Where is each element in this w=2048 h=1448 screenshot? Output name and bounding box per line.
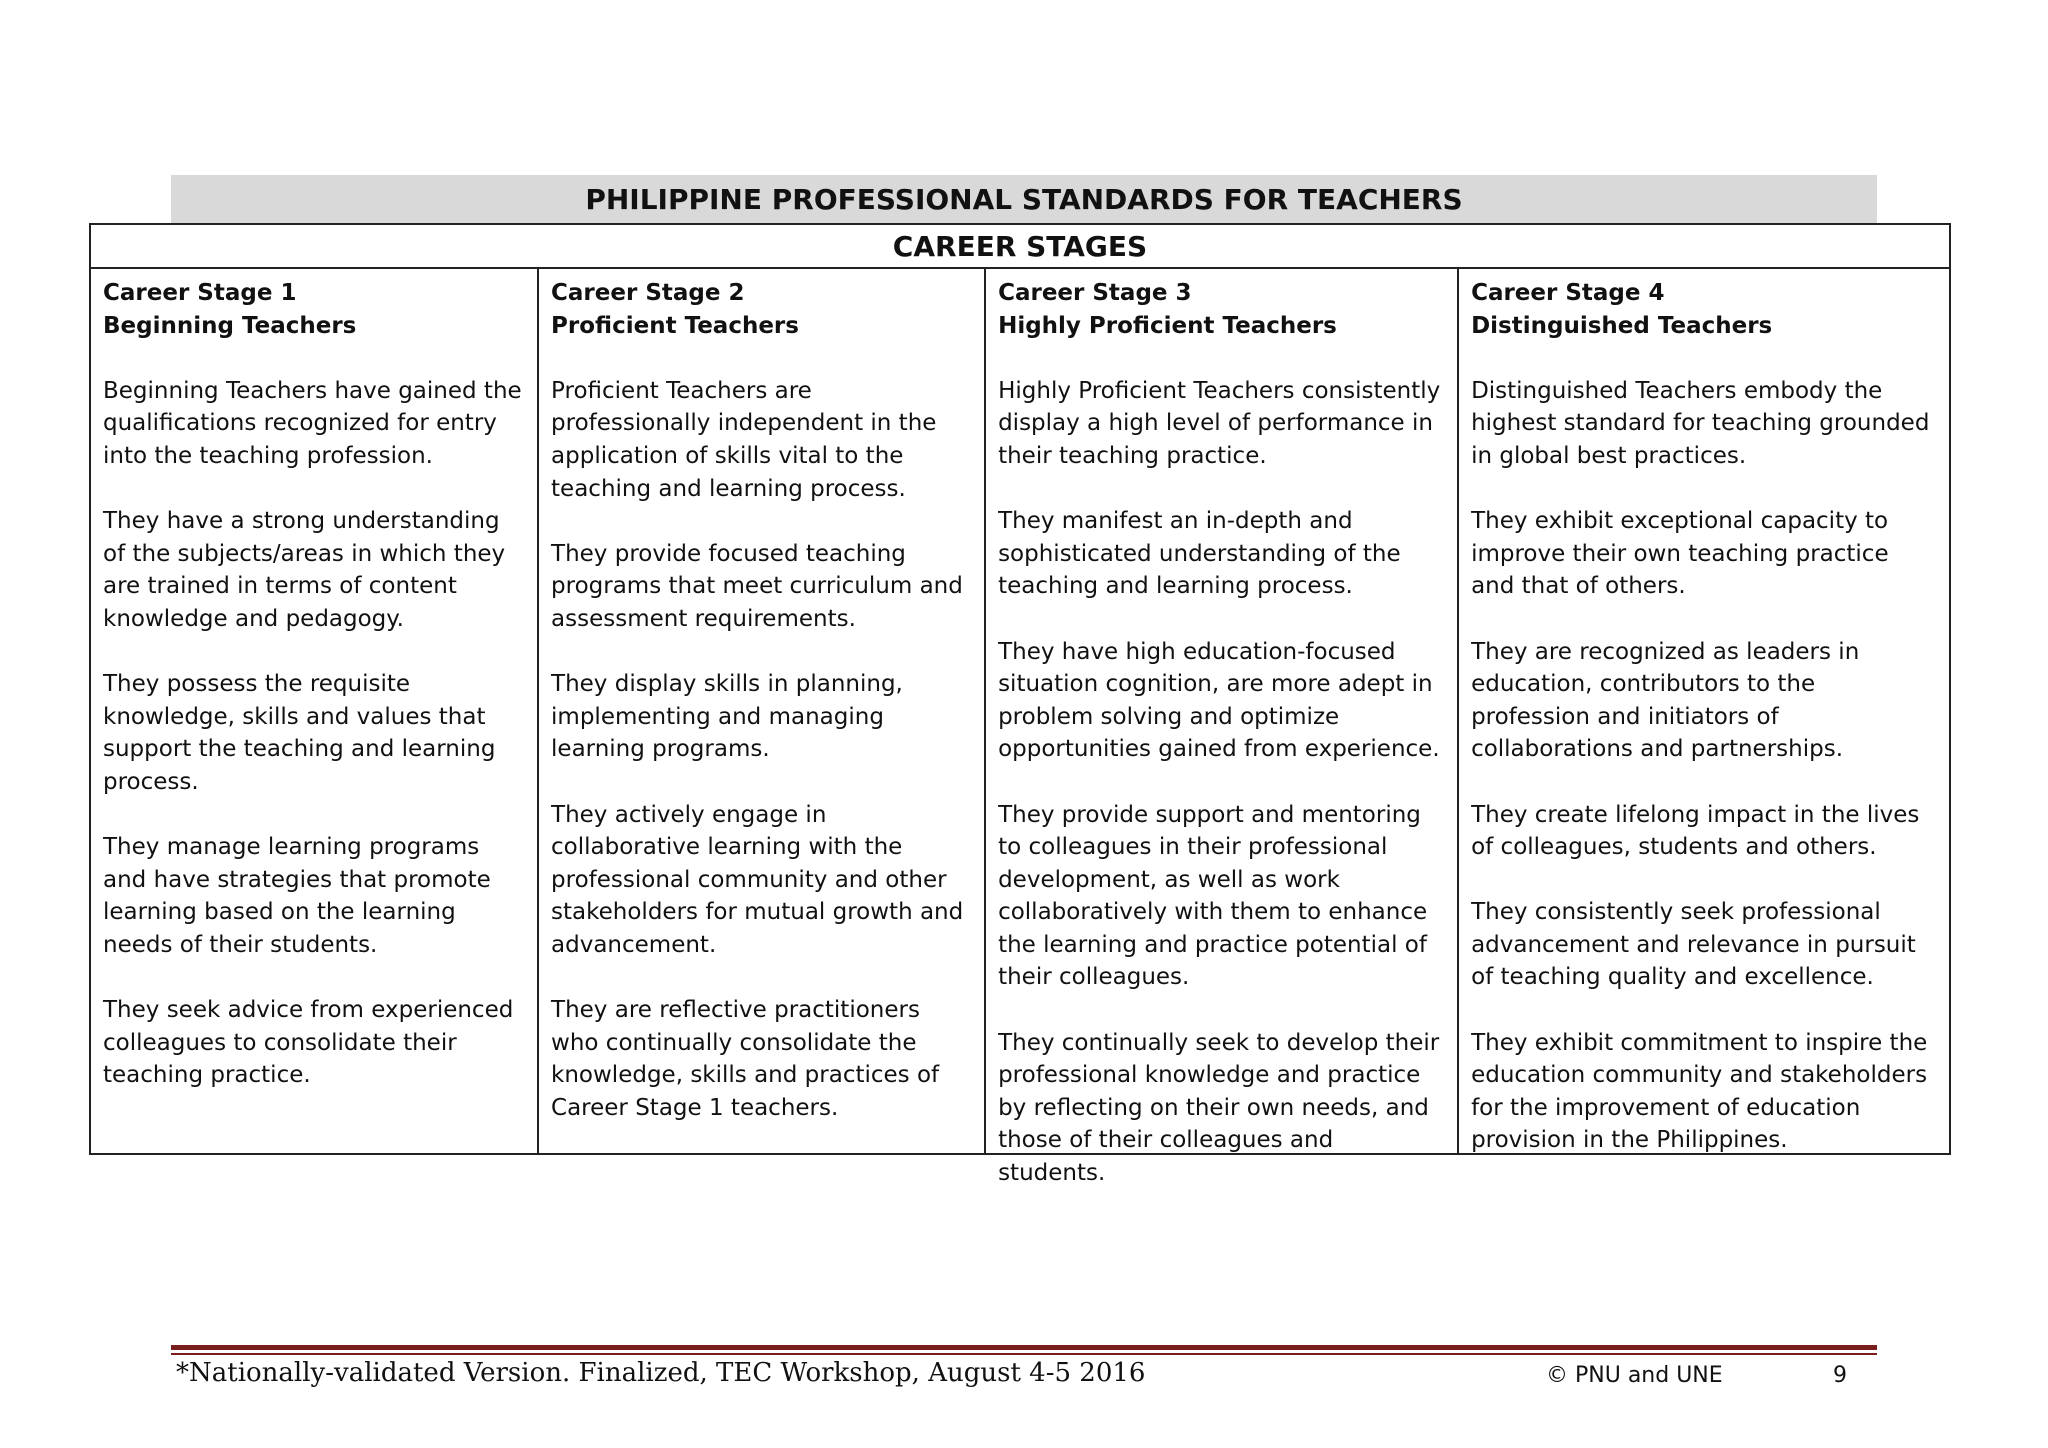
document-title: PHILIPPINE PROFESSIONAL STANDARDS FOR TEACHERS (585, 182, 1463, 216)
footer-note: *Nationally-validated Version. Finalized, TEC Workshop, August 4-5 2016 (176, 1358, 1146, 1388)
stage-description: They provide support and mentoring to colleagues in their professional development, as well as work collaboratively with them to enhance the learning and practice potential of their colleagues. (998, 801, 1428, 991)
footer-divider (171, 1353, 1877, 1355)
stage-description: They manage learning programs and have strategies that promote learning based on the learning needs of their students. (103, 834, 491, 958)
stage-description: They are recognized as leaders in education, contributors to the profession and initiators of collaborations and partnerships. (1471, 638, 1860, 763)
stage-description: They provide focused teaching programs that meet curriculum and assessment requirements. (551, 540, 963, 632)
stage-description: They seek advice from experienced colleagues to consolidate their teaching practice. (103, 997, 514, 1089)
stage-description: They continually seek to develop their professional knowledge and practice by reflecting on their own needs, and those of their colleagues and students. (998, 1029, 1440, 1187)
stage-description: They create lifelong impact in the lives of colleagues, students and others. (1471, 801, 1920, 861)
stage-description: They exhibit commitment to inspire the education community and stakeholders for the improvement of education provision in the Philippines. (1471, 1029, 1928, 1154)
stage-description: They consistently seek professional advancement and relevance in pursuit of teaching quality and excellence. (1471, 899, 1916, 991)
stage-description: Proficient Teachers are professionally independent in the application of skills vital to the teaching and learning process. (551, 377, 937, 502)
page-number: 9 (1833, 1363, 1847, 1388)
career-stages-table (89, 223, 1951, 1187)
stage-name: Distinguished Teachers (1471, 312, 1773, 339)
career-stage-3-column (986, 269, 1459, 1187)
stage-description: Highly Proficient Teachers consistently display a high level of performance in their teaching practice. (998, 377, 1441, 469)
stage-description: They exhibit exceptional capacity to improve their own teaching practice and that of others. (1471, 508, 1889, 600)
footer-copyright: © PNU and UNE (1546, 1363, 1723, 1388)
stage-name: Highly Proficient Teachers (998, 312, 1337, 339)
stage-number: Career Stage 2 (551, 280, 745, 306)
stage-number: Career Stage 3 (998, 280, 1192, 306)
career-stage-4-column (1459, 269, 1949, 1153)
table-caption: CAREER STAGES (892, 229, 1148, 263)
stage-number: Career Stage 1 (103, 280, 297, 306)
stage-description: They actively engage in collaborative learning with the professional community and other stakeholders for mutual growth and advancement. (551, 801, 964, 958)
stage-description: They manifest an in-depth and sophisticated understanding of the teaching and learning process. (998, 508, 1401, 600)
footer-divider (171, 1345, 1877, 1350)
table-caption-row (91, 225, 1949, 269)
stage-description: They are reflective practitioners who continually consolidate the knowledge, skills and practices of Career Stage 1 teachers. (551, 997, 940, 1121)
career-stage-2-column (539, 269, 986, 1153)
document-banner (171, 175, 1877, 223)
stage-description: They possess the requisite knowledge, skills and values that support the teaching and learning process. (103, 671, 496, 795)
stage-columns (91, 269, 1949, 1187)
stage-description: They have high education-focused situation cognition, are more adept in problem solving and optimize opportunities gained from experience. (998, 638, 1440, 763)
stage-description: They display skills in planning, implementing and managing learning programs. (551, 671, 903, 763)
career-stage-1-column (91, 269, 539, 1153)
stage-name: Beginning Teachers (103, 312, 357, 339)
stage-description: They have a strong understanding of the subjects/areas in which they are trained in terms of content knowledge and pedagogy. (103, 508, 506, 632)
stage-number: Career Stage 4 (1471, 280, 1665, 306)
stage-name: Proficient Teachers (551, 312, 799, 339)
stage-description: Beginning Teachers have gained the qualifications recognized for entry into the teaching profession. (103, 377, 522, 469)
stage-description: Distinguished Teachers embody the highest standard for teaching grounded in global best practices. (1471, 377, 1930, 469)
